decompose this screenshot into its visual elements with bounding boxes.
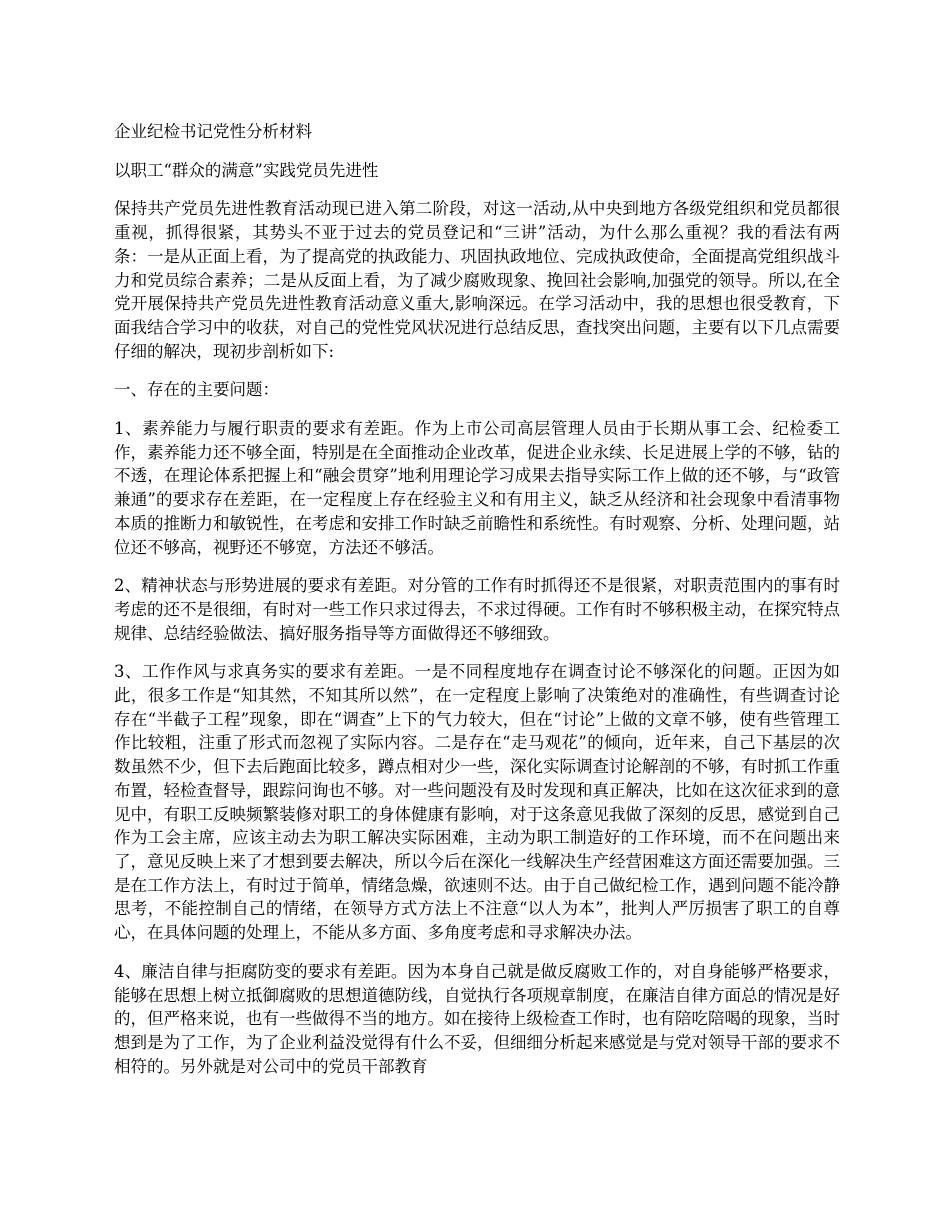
intro-paragraph: 保持共产党员先进性教育活动现已进入第二阶段，对这一活动,从中央到地方各级党组织和党员都很重视，抓得很紧，其势头不亚于过去的党员登记和“三讲”活动，为什么那么重视？我的看法有两条：一是从正面上看，为了提高党的执政能力、巩固执政地位、完成执政使命，全面提高党组织战斗力和党员综合素养；二是从反面上看，为了减少腐败现象、挽回社会影响,加强党的领导。所以,在全党开展保持共产党员先进性教育活动意义重大,影响深远。在学习活动中，我的思想也很受教育，下面我结合学习中的收获，对自己的党性党风状况进行总结反思，查找突出问题，主要有以下几点需要仔细的解决，现初步剖析如下: [114,199,840,361]
problem-item-3: 3、工作作风与求真务实的要求有差距。一是不同程度地存在调查讨论不够深化的问题。正因为如此，很多工作是“知其然，不知其所以然”，在一定程度上影响了决策绝对的准确性，有些调查讨论存在“半截子工程”现象，即在“调查”上下的气力较大，但在“讨论”上做的文章不够，使有些管理工作比较粗，注重了形式而忽视了实际内容。二是存在“走马观花”的倾向，近年来，自己下基层的次数虽然不少，但下去后跑面比较多，蹲点相对少一些，深化实际调查讨论解剖的不够，有时抓工作重布置，轻检查督导，跟踪问询也不够。对一些问题没有及时发现和真正解决，比如在这次征求到的意见中，有职工反映频繁装修对职工的身体健康有影响，对于这条意见我做了深刻的反思，感觉到自己作为工会主席，应该主动去为职工解决实际困难，主动为职工制造好的工作环境，而不在问题出来了，意见反映上来了才想到要去解决，所以今后在深化一线解决生产经营困难这方面还需要加强。三是在工作方法上，有时过于简单，情绪急燥，欲速则不达。由于自己做纪检工作，遇到问题不能冷静思考，不能控制自己的情绪，在领导方式方法上不注意“以人为本”，批判人严厉损害了职工的自尊心，在具体问题的处理上，不能从多方面、多角度考虑和寻求解决办法。 [114,662,840,943]
problem-item-1: 1、素养能力与履行职责的要求有差距。作为上市公司高层管理人员由于长期从事工会、纪检委工作，素养能力还不够全面，特别是在全面推动企业改革，促进企业永续、长足进展上学的不够，钻的不透，在理论体系把握上和“融会贯穿”地利用理论学习成果去指导实际工作上做的还不够，与“政管兼通”的要求存在差距，在一定程度上存在经验主义和有用主义，缺乏从经济和社会现象中看清事物本质的推断力和敏锐性，在考虑和安排工作时缺乏前瞻性和系统性。有时观察、分析、处理问题，站位还不够高，视野还不够宽，方法还不够活。 [114,419,840,557]
document-subtitle: 以职工“群众的满意”实践党员先进性 [114,160,379,180]
section-heading: 一、存在的主要问题： [114,380,279,400]
problem-item-2: 2、精神状态与形势进展的要求有差距。对分管的工作有时抓得还不是很紧，对职责范围内的事有时考虑的还不是很细，有时对一些工作只求过得去，不求过得硬。工作有时不够积极主动，在探究特点规律、总结经验做法、搞好服务指导等方面做得还不够细致。 [114,576,840,643]
document-page [114,120,840,1093]
problem-item-4: 4、廉洁自律与拒腐防变的要求有差距。因为本身自己就是做反腐败工作的，对自身能够严格要求，能够在思想上树立抵御腐败的思想道德防线，自觉执行各项规章制度，在廉洁自律方面总的情况是好的，但严格来说，也有一些做得不当的地方。如在接待上级检查工作时，也有陪吃陪喝的现象，当时想到是为了工作，为了企业利益没觉得有什么不妥，但细细分析起来感觉是与党对领导干部的要求不相符的。另外就是对公司中的党员干部教育 [114,961,840,1076]
document-title: 企业纪检书记党性分析材料 [114,122,312,141]
